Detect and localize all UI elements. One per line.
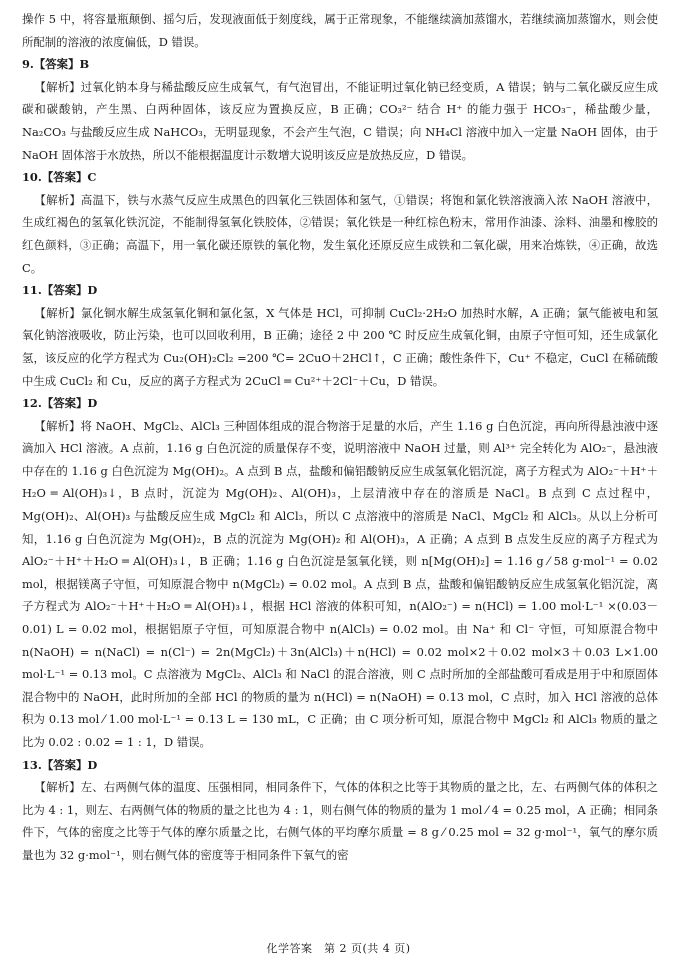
paragraph-prev-tail: 操作 5 中，将容量瓶颠倒、摇匀后，发现液面低于刻度线，属于正常现象，不能继续滴加蒸馏水，若继续滴加蒸馏水，则会使所配制的溶液的浓度偏低，D 错误。: [22, 12, 658, 49]
analysis-10: 【解析】高温下，铁与水蒸气反应生成黑色的四氧化三铁固体和氢气，①错误；将饱和氯化铁溶液滴入浓 NaOH 溶液中，生成红褐色的氢氧化铁沉淀，不能制得氢氧化铁胶体，②错误；氧化铁是一种红棕色粉末，常用作油漆、涂料、油墨和橡胶的红色颜料，③正确；高温下，用一氧化碳还原铁的氧化物，发生氧化还原反应生成铁和二氧化碳，用来冶炼铁，④正确，故选 C。: [22, 192, 658, 275]
answer-11-label: 11.【答案】D: [22, 283, 98, 298]
analysis-12: 【解析】将 NaOH、MgCl₂、AlCl₃ 三种固体组成的混合物溶于足量的水后，产生 1.16 g 白色沉淀，再向所得悬浊液中逐滴加入 HCl 溶液。A 点前，1.16 g 白色沉淀的质量保存不变，说明溶液中 NaOH 过量，则 Al³⁺ 完全转化为 AlO₂⁻，悬浊液中存在的 1.16 g 白色沉淀为 Mg(OH)₂。A 点到 B 点，盐酸和偏铝酸钠反应生成氢氧化铝沉淀，离子方程式为 AlO₂⁻＋H⁺＋H₂O ═ Al(OH)₃↓，B 点时，沉淀为 Mg(OH)₂、Al(OH)₃，上层清液中存在的溶质是 NaCl。B 点到 C 点过程中，Mg(OH)₂、Al(OH)₃ 与盐酸反应生成 MgCl₂ 和 AlCl₃，所以 C 点溶液中的溶质是 NaCl、MgCl₂ 和 AlCl₃。从以上分析可知，1.16 g 白色沉淀为 Mg(OH)₂，B 点的沉淀为 Mg(OH)₂ 和 Al(OH)₃，A 正确；A 点到 B 点发生反应的离子方程式为 AlO₂⁻＋H⁺＋H₂O ═ Al(OH)₃↓，B 正确；1.16 g 白色沉淀是氢氧化镁，则 n[Mg(OH)₂] = 1.16 g ⁄ 58 g·mol⁻¹ = 0.02 mol，根据镁离子守恒，可知原混合物中 n(MgCl₂) = 0.02 mol。A 点到 B 点，盐酸和偏铝酸钠反应生成氢氧化铝沉淀，离子方程式为 AlO₂⁻＋H⁺＋H₂O ═ Al(OH)₃↓，根据 HCl 溶液的体积可知，n(AlO₂⁻) = n(HCl) = 1.00 mol·L⁻¹ ×(0.03－0.01) L = 0.02 mol，根据铝原子守恒，可知原混合物中 n(AlCl₃) = 0.02 mol。由 Na⁺ 和 Cl⁻ 守恒，可知原混合物中 n(NaOH) = n(NaCl) = n(Cl⁻) = 2n(MgCl₂)＋3n(AlCl₃)＋n(HCl) = 0.02 mol×2＋0.02 mol×3＋0.03 L×1.00 mol·L⁻¹ = 0.13 mol。C 点溶液为 MgCl₂、AlCl₃ 和 NaCl 的混合溶液，则 C 点时所加的全部盐酸可看成是用于中和原固体混合物中的 NaOH，此时所加的全部 HCl 的物质的量为 n(HCl) = n(NaOH) = 0.13 mol，C 点时，加入 HCl 溶液的总体积为 0.13 mol ⁄ 1.00 mol·L⁻¹ = 0.13 L = 130 mL，C 正确；由 C 项分析可知，原混合物中 MgCl₂ 和 AlCl₃ 物质的量之比为 0.02 : 0.02 = 1 : 1，D 错误。: [22, 418, 658, 749]
answer-page: [22, 8, 658, 867]
answer-10-label: 10.【答案】C: [22, 170, 97, 185]
analysis-9: 【解析】过氧化钠本身与稀盐酸反应生成氧气，有气泡冒出，不能证明过氧化钠已经变质，A 错误；钠与二氧化碳反应生成碳和碳酸钠，产生黑、白两种固体，该反应为置换反应，B 正确；CO₃²⁻ 结合 H⁺ 的能力强于 HCO₃⁻，稀盐酸少量，Na₂CO₃ 与盐酸反应生成 NaHCO₃，无明显现象，不会产生气泡，C 错误；向 NH₄Cl 溶液中加入一定量 NaOH 固体，由于 NaOH 固体溶于水放热，所以不能根据温度计示数增大说明该反应是放热反应，D 错误。: [22, 79, 658, 162]
analysis-11: 【解析】氯化铜水解生成氢氧化铜和氯化氢，X 气体是 HCl，可抑制 CuCl₂·2H₂O 加热时水解，A 正确；氯气能被电和氢氧化钠溶液吸收，防止污染，也可以回收利用，B 正确；途径 2 中 200 ℃ 时反应生成氧化铜，由原子守恒可知，还生成氯化氢，该反应的化学方程式为 Cu₂(OH)₂Cl₂ =200 ℃= 2CuO＋2HCl↑，C 正确；酸性条件下，Cu⁺ 不稳定，CuCl 在稀硫酸中生成 CuCl₂ 和 Cu，反应的离子方程式为 2CuCl ═ Cu²⁺＋2Cl⁻＋Cu，D 错误。: [22, 305, 658, 388]
answer-13-label: 13.【答案】D: [22, 757, 98, 772]
answer-9-label: 9.【答案】B: [22, 57, 90, 72]
analysis-13: 【解析】左、右两侧气体的温度、压强相同，相同条件下，气体的体积之比等于其物质的量之比，左、右两侧气体的体积之比为 4 : 1，则左、右两侧气体的物质的量之比也为 4 : 1，则右侧气体的物质的量为 1 mol ⁄ 4 = 0.25 mol，A 正确；相同条件下，气体的密度之比等于气体的摩尔质量之比，右侧气体的平均摩尔质量 = 8 g ⁄ 0.25 mol = 32 g·mol⁻¹，氧气的摩尔质量也为 32 g·mol⁻¹，则右侧气体的密度等于相同条件下氧气的密: [22, 780, 658, 862]
answer-12-label: 12.【答案】D: [22, 396, 98, 411]
page-footer: 化学答案 第 2 页(共 4 页): [266, 942, 411, 955]
